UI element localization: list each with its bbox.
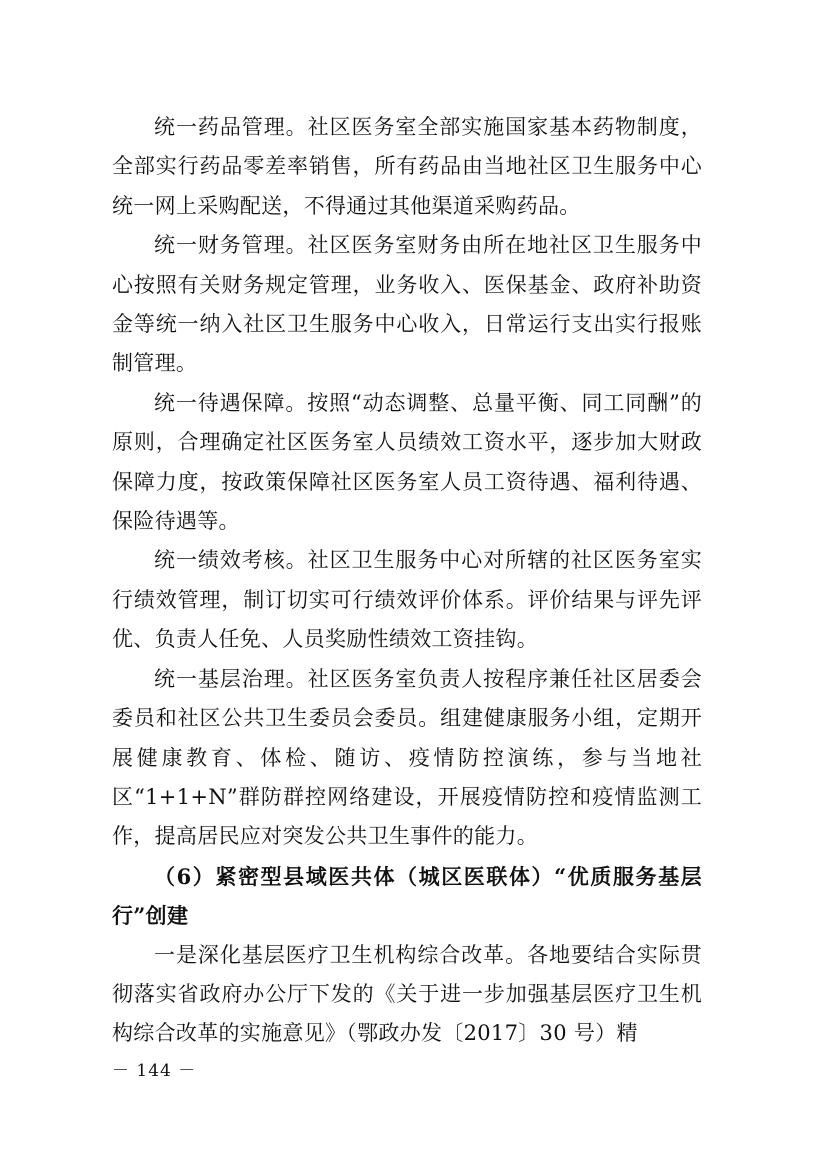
paragraph-drug-management: 统一药品管理。社区医务室全部实施国家基本药物制度，全部实行药品零差率销售，所有药品由当地社区卫生服务中心统一网上采购配送，不得通过其他渠道采购药品。 bbox=[112, 115, 702, 218]
paragraph-performance-assessment: 统一绩效考核。社区卫生服务中心对所辖的社区医务室实行绩效管理，制订切实可行绩效评价体系。评价结果与评先评优、负责人任免、人员奖励性绩效工资挂钩。 bbox=[112, 548, 702, 652]
section-heading: （6）紧密型县域医共体（城区医联体）“优质服务基层行”创建 bbox=[112, 863, 702, 929]
page-number: － 144 － bbox=[112, 1061, 197, 1081]
paragraph-grassroots-governance: 统一基层治理。社区医务室负责人按程序兼任社区居委会委员和社区公共卫生委员会委员。组建健康服务小组，定期开展健康教育、体检、随访、疫情防控演练，参与当地社区“1+1+N”群防群控网络建设，开展疫情防控和疫情监测工作，提高居民应对突发公共卫生事件的能力。 bbox=[112, 666, 702, 849]
paragraph-benefits-guarantee: 统一待遇保障。按照“动态调整、总量平衡、同工同酬”的原则，合理确定社区医务室人员绩效工资水平，逐步加大财政保障力度，按政策保障社区医务室人员工资待遇、福利待遇、保险待遇等。 bbox=[112, 390, 702, 534]
document-body bbox=[112, 108, 702, 1054]
paragraph-comprehensive-reform: 一是深化基层医疗卫生机构综合改革。各地要结合实际贯彻落实省政府办公厅下发的《关于进一步加强基层医疗卫生机构综合改革的实施意见》（鄂政办发〔2017〕30 号）精 bbox=[112, 942, 702, 1046]
paragraph-finance-management: 统一财务管理。社区医务室财务由所在地社区卫生服务中心按照有关财务规定管理，业务收入、医保基金、政府补助资金等统一纳入社区卫生服务中心收入，日常运行支出实行报账制管理。 bbox=[112, 233, 702, 376]
